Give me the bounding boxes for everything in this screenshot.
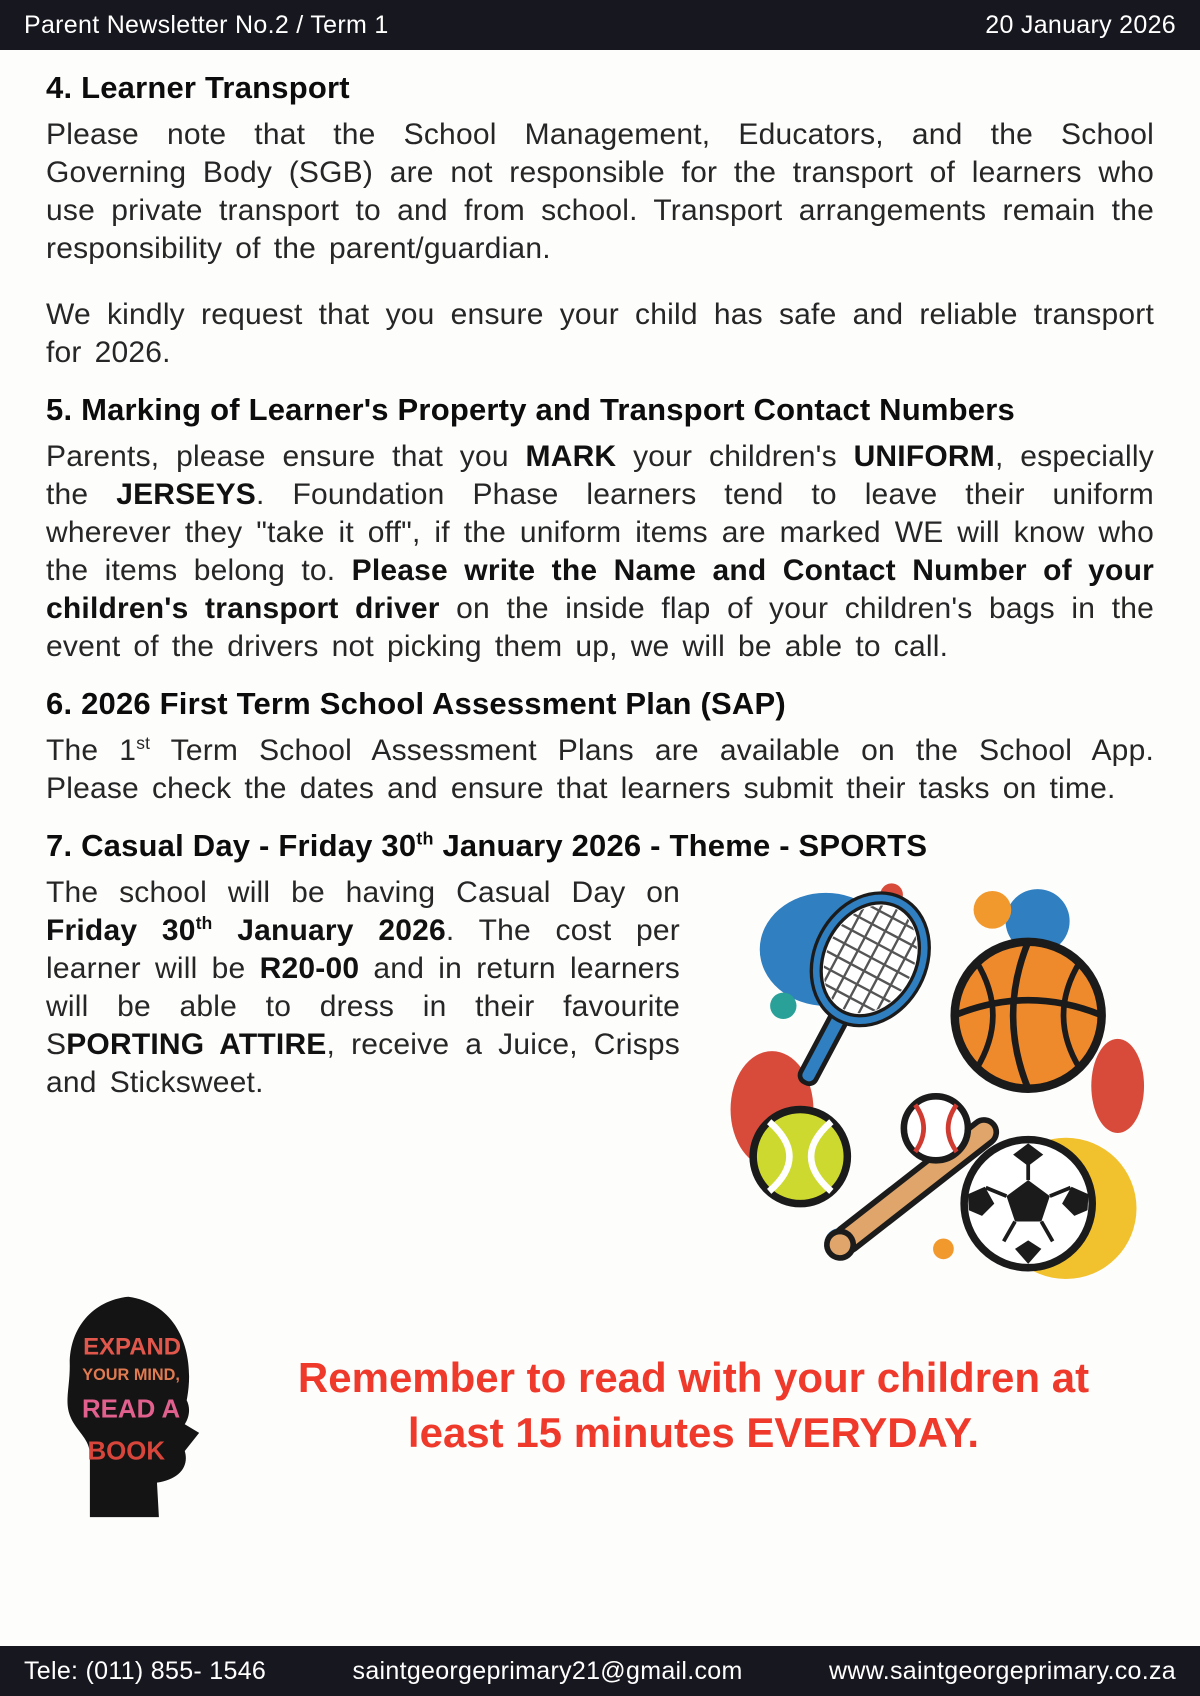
section-learner-transport	[46, 68, 1154, 372]
bottom-bar	[0, 1646, 1200, 1696]
section-4-paragraph-1: Please note that the School Management, Educators, and the School Governing Body (SGB) are not responsible for the transport of learners who use private transport to and from school. Transport arrangements remain the responsibility of the parent/guardian.	[46, 118, 1154, 265]
section-assessment-plan	[46, 684, 1154, 808]
newsletter-body	[0, 50, 1200, 1646]
top-bar	[0, 0, 1200, 50]
section-4-heading: 4. Learner Transport	[46, 70, 350, 105]
basketball-icon	[955, 942, 1102, 1089]
newsletter-date: 20 January 2026	[985, 10, 1176, 39]
section-7-heading: 7. Casual Day - Friday 30th January 2026 - Theme - SPORTS	[46, 828, 928, 863]
read-a-book-badge	[46, 1291, 221, 1521]
section-4-paragraph-2: We kindly request that you ensure your child has safe and reliable transport for 2026.	[46, 298, 1154, 369]
sports-equipment-illustration	[714, 874, 1154, 1279]
footer-website: www.saintgeorgeprimary.co.za	[829, 1656, 1176, 1685]
footer-telephone: Tele: (011) 855- 1546	[24, 1656, 267, 1685]
badge-line-4: BOOK	[87, 1437, 166, 1466]
section-7-paragraph: The school will be having Casual Day on Friday 30th January 2026. The cost per learner will be R20-00 and in return learners will be able to dress in their favourite SPORTING ATTIRE, receive a Juice, Crisps and Sticksweet.	[46, 876, 680, 1099]
reading-reminder-text: Remember to read with your children at least 15 minutes EVERYDAY.	[297, 1354, 1090, 1456]
soccer-ball-icon	[964, 1140, 1092, 1268]
tennis-ball-icon	[753, 1109, 847, 1203]
section-5-paragraph: Parents, please ensure that you MARK your children's UNIFORM, especially the JERSEYS. Foundation Phase learners tend to leave their uniform wherever they "take it off", if the uniform items are marked WE will know who the items belong to. Please write the Name and Contact Number of your children's transport driver on the inside flap of your children's bags in the event of the drivers not picking them up, we will be able to call.	[46, 440, 1154, 663]
section-6-heading: 6. 2026 First Term School Assessment Plan (SAP)	[46, 686, 786, 721]
section-marking-property	[46, 390, 1154, 666]
badge-line-3: READ A	[82, 1395, 181, 1424]
footer-email: saintgeorgeprimary21@gmail.com	[352, 1656, 743, 1685]
newsletter-title: Parent Newsletter No.2 / Term 1	[24, 10, 389, 39]
baseball-icon	[904, 1096, 968, 1160]
section-casual-day	[46, 826, 1154, 1279]
reading-reminder-row	[46, 1291, 1154, 1521]
badge-line-1: EXPAND	[83, 1333, 182, 1361]
casual-day-row	[46, 874, 1154, 1279]
section-5-heading: 5. Marking of Learner's Property and Transport Contact Numbers	[46, 392, 1015, 427]
section-6-paragraph: The 1st Term School Assessment Plans are available on the School App. Please check the dates and ensure that learners submit their tasks on time.	[46, 733, 1154, 805]
badge-line-2: YOUR MIND,	[82, 1366, 180, 1385]
